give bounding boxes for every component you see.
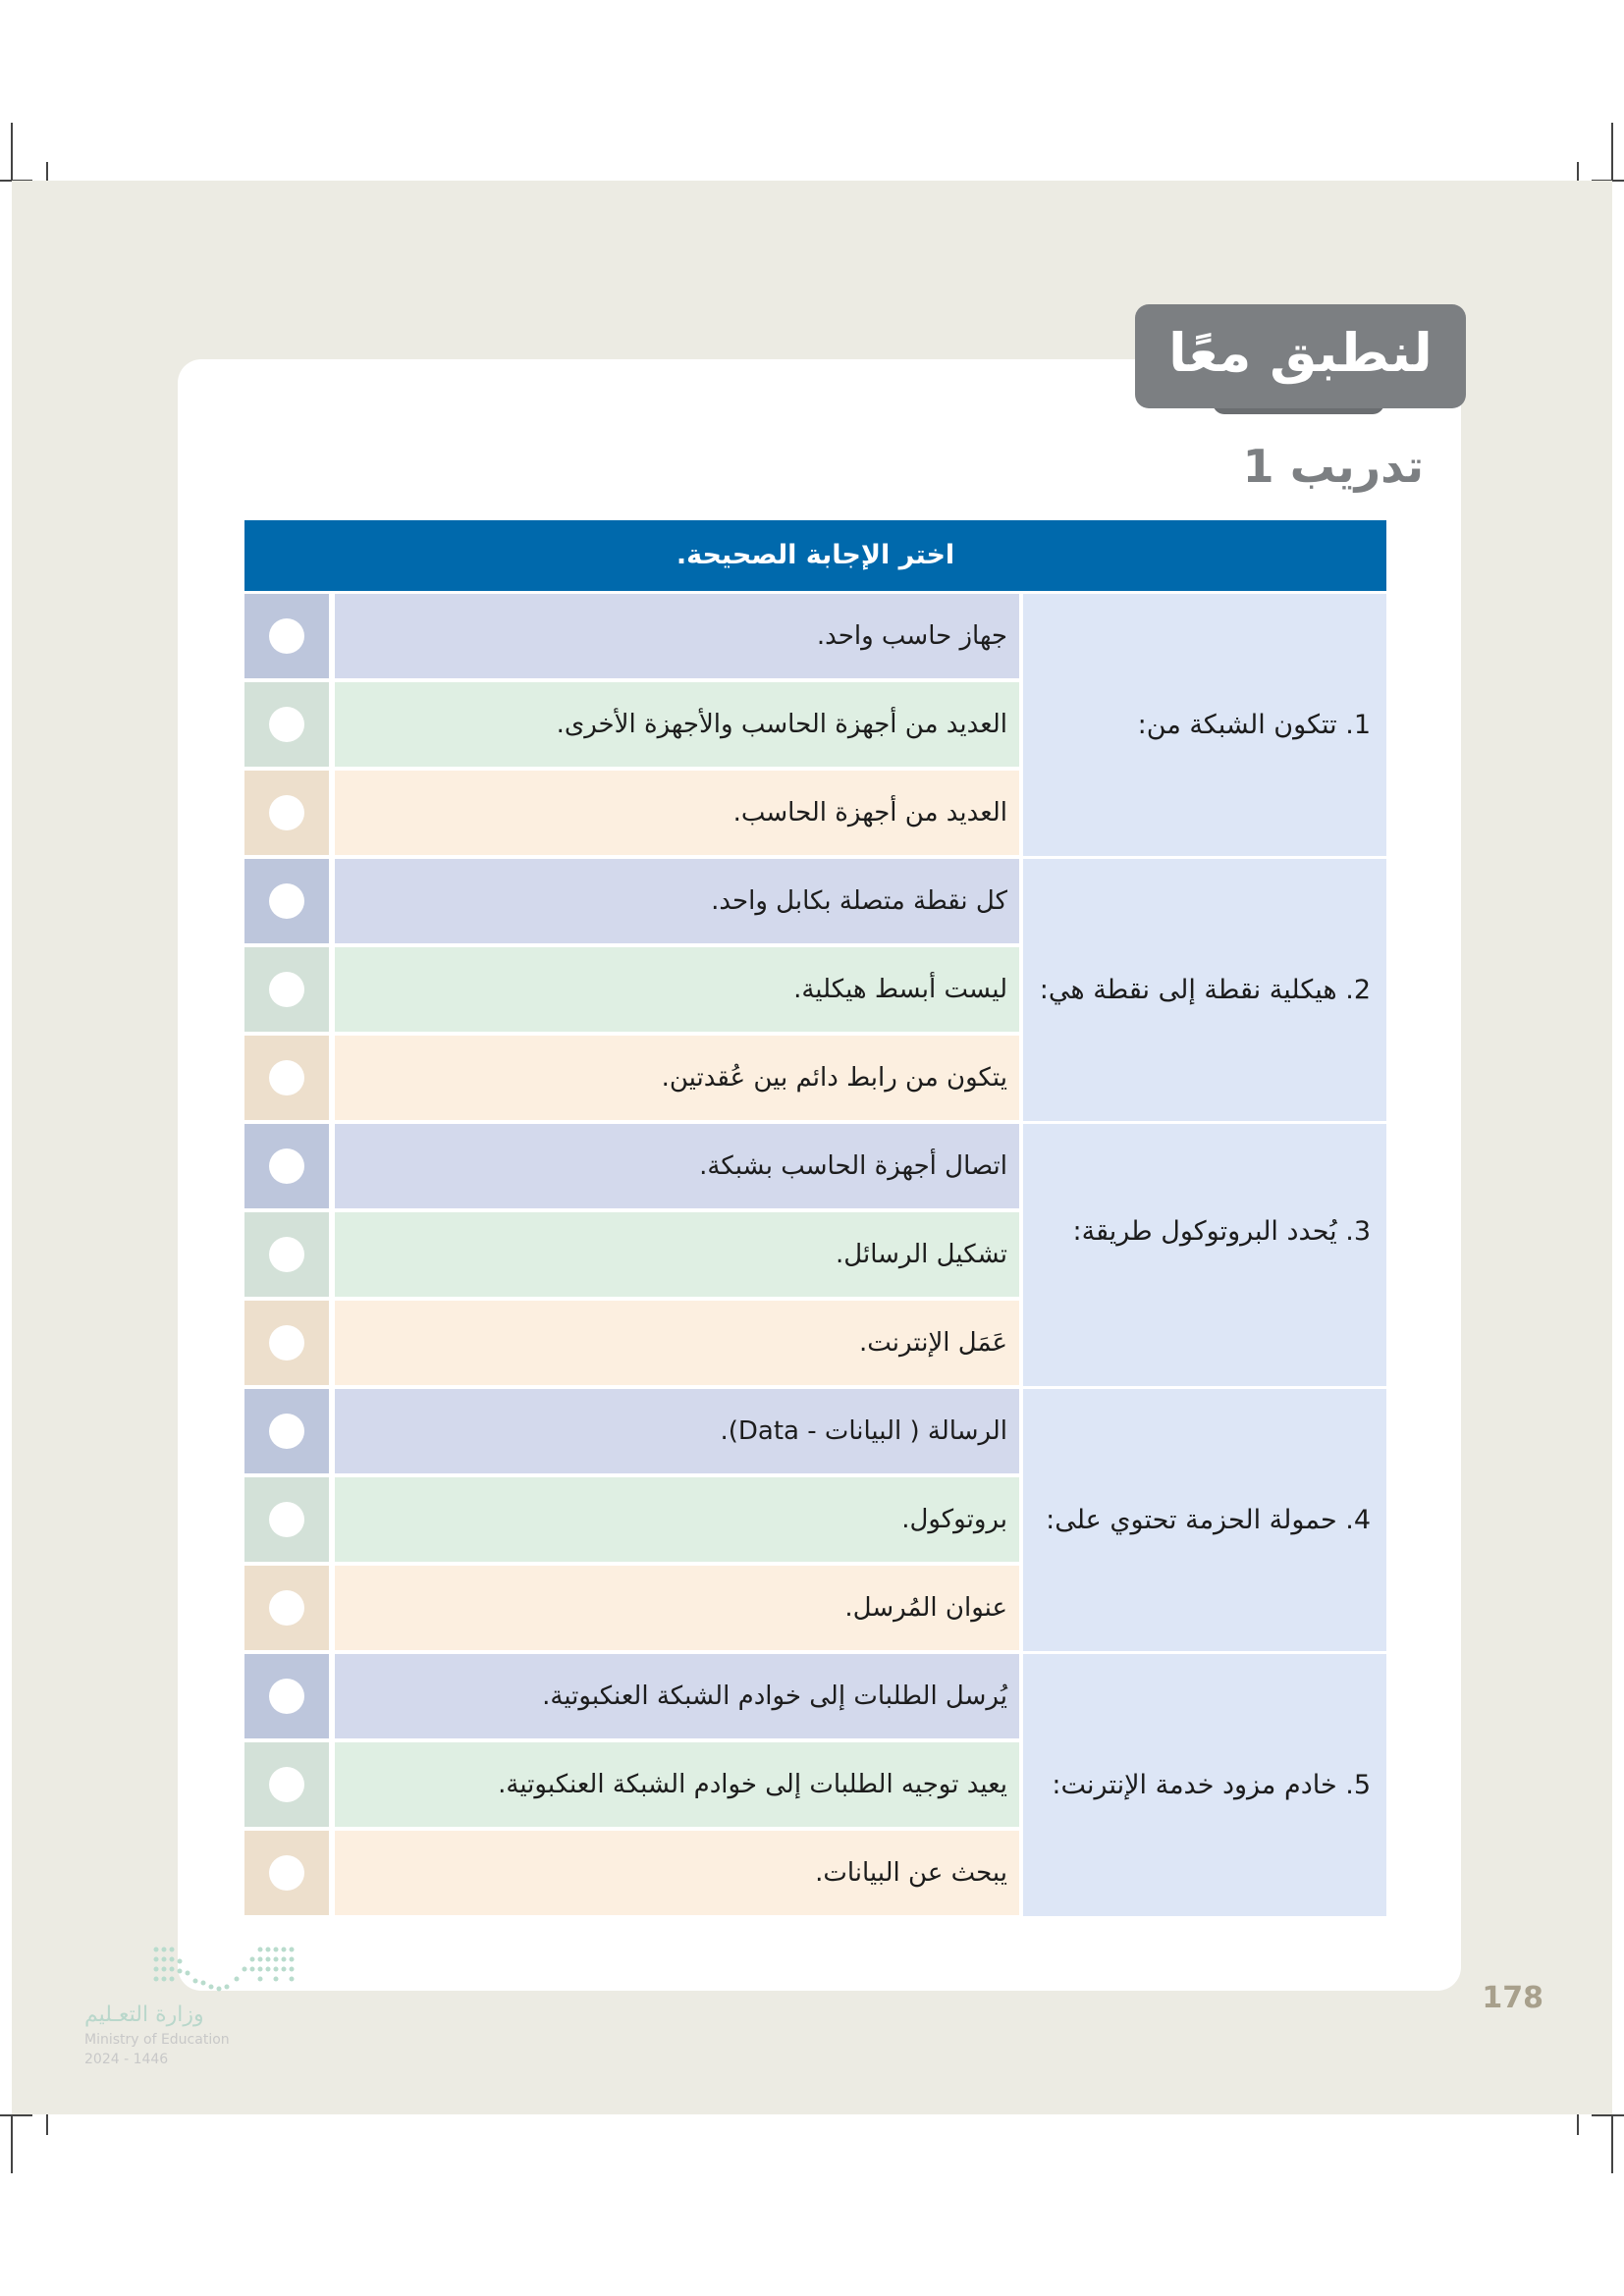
option-text: العديد من أجهزة الحاسب. xyxy=(335,771,1019,855)
radio-button[interactable] xyxy=(269,1414,304,1449)
radio-button[interactable] xyxy=(269,1855,304,1891)
ministry-year: 2024 - 1446 xyxy=(84,2052,169,2067)
exercise-title: تدريب 1 xyxy=(1242,440,1424,493)
ministry-name-ar: وزارة التعـليم xyxy=(84,2002,204,2027)
radio-cell[interactable] xyxy=(244,1654,329,1738)
radio-button[interactable] xyxy=(269,618,304,654)
option-text: الرسالة ( البيانات - Data). xyxy=(335,1389,1019,1473)
radio-cell[interactable] xyxy=(244,1742,329,1827)
radio-cell[interactable] xyxy=(244,1566,329,1650)
question-block xyxy=(244,1389,1386,1651)
radio-button[interactable] xyxy=(269,707,304,742)
radio-cell[interactable] xyxy=(244,947,329,1032)
radio-button[interactable] xyxy=(269,1060,304,1095)
option-text: عنوان المُرسل. xyxy=(335,1566,1019,1650)
option-text: يبحث عن البيانات. xyxy=(335,1831,1019,1915)
radio-cell[interactable] xyxy=(244,1389,329,1473)
question-block xyxy=(244,594,1386,856)
option-text: بروتوكول. xyxy=(335,1477,1019,1562)
radio-cell[interactable] xyxy=(244,1124,329,1208)
radio-cell[interactable] xyxy=(244,682,329,767)
question-text: 3. يُحدد البروتوكول طريقة: xyxy=(1023,1124,1386,1386)
option-text: العديد من أجهزة الحاسب والأجهزة الأخرى. xyxy=(335,682,1019,767)
radio-cell[interactable] xyxy=(244,1036,329,1120)
question-text: 4. حمولة الحزمة تحتوي على: xyxy=(1023,1389,1386,1651)
radio-button[interactable] xyxy=(269,1502,304,1537)
ministry-logo-icon xyxy=(152,1944,296,1995)
page-number: 178 xyxy=(1482,1981,1543,2015)
radio-button[interactable] xyxy=(269,883,304,919)
crop-mark xyxy=(11,123,13,180)
ministry-name-en: Ministry of Education xyxy=(84,2032,230,2048)
radio-button[interactable] xyxy=(269,972,304,1007)
radio-button[interactable] xyxy=(269,1148,304,1184)
crop-mark xyxy=(1592,2114,1624,2116)
option-text: ليست أبسط هيكلية. xyxy=(335,947,1019,1032)
radio-cell[interactable] xyxy=(244,1831,329,1915)
option-text: يتكون من رابط دائم بين عُقدتين. xyxy=(335,1036,1019,1120)
option-text: اتصال أجهزة الحاسب بشبكة. xyxy=(335,1124,1019,1208)
question-block xyxy=(244,859,1386,1121)
crop-mark xyxy=(1611,2116,1613,2173)
question-block xyxy=(244,1654,1386,1916)
question-block xyxy=(244,1124,1386,1386)
radio-cell[interactable] xyxy=(244,771,329,855)
option-text: تشكيل الرسائل. xyxy=(335,1212,1019,1297)
section-title: لنطبق معًا xyxy=(1135,304,1466,408)
radio-button[interactable] xyxy=(269,1679,304,1714)
radio-button[interactable] xyxy=(269,1767,304,1802)
quiz-instruction: اختر الإجابة الصحيحة. xyxy=(244,520,1386,591)
quiz-table xyxy=(244,520,1386,1916)
radio-cell[interactable] xyxy=(244,1477,329,1562)
radio-cell[interactable] xyxy=(244,859,329,943)
radio-cell[interactable] xyxy=(244,1212,329,1297)
option-text: يُرسل الطلبات إلى خوادم الشبكة العنكبوتية. xyxy=(335,1654,1019,1738)
option-text: عَمَل الإنترنت. xyxy=(335,1301,1019,1385)
question-text: 5. خادم مزود خدمة الإنترنت: xyxy=(1023,1654,1386,1916)
radio-cell[interactable] xyxy=(244,594,329,678)
radio-cell[interactable] xyxy=(244,1301,329,1385)
radio-button[interactable] xyxy=(269,1325,304,1361)
question-text: 2. هيكلية نقطة إلى نقطة هي: xyxy=(1023,859,1386,1121)
crop-mark xyxy=(0,2114,32,2116)
option-text: كل نقطة متصلة بكابل واحد. xyxy=(335,859,1019,943)
option-text: يعيد توجيه الطلبات إلى خوادم الشبكة العنكبوتية. xyxy=(335,1742,1019,1827)
radio-button[interactable] xyxy=(269,1237,304,1272)
question-text: 1. تتكون الشبكة من: xyxy=(1023,594,1386,856)
radio-button[interactable] xyxy=(269,795,304,830)
option-text: جهاز حاسب واحد. xyxy=(335,594,1019,678)
crop-mark xyxy=(1611,123,1613,180)
radio-button[interactable] xyxy=(269,1590,304,1626)
crop-mark xyxy=(11,2116,13,2173)
